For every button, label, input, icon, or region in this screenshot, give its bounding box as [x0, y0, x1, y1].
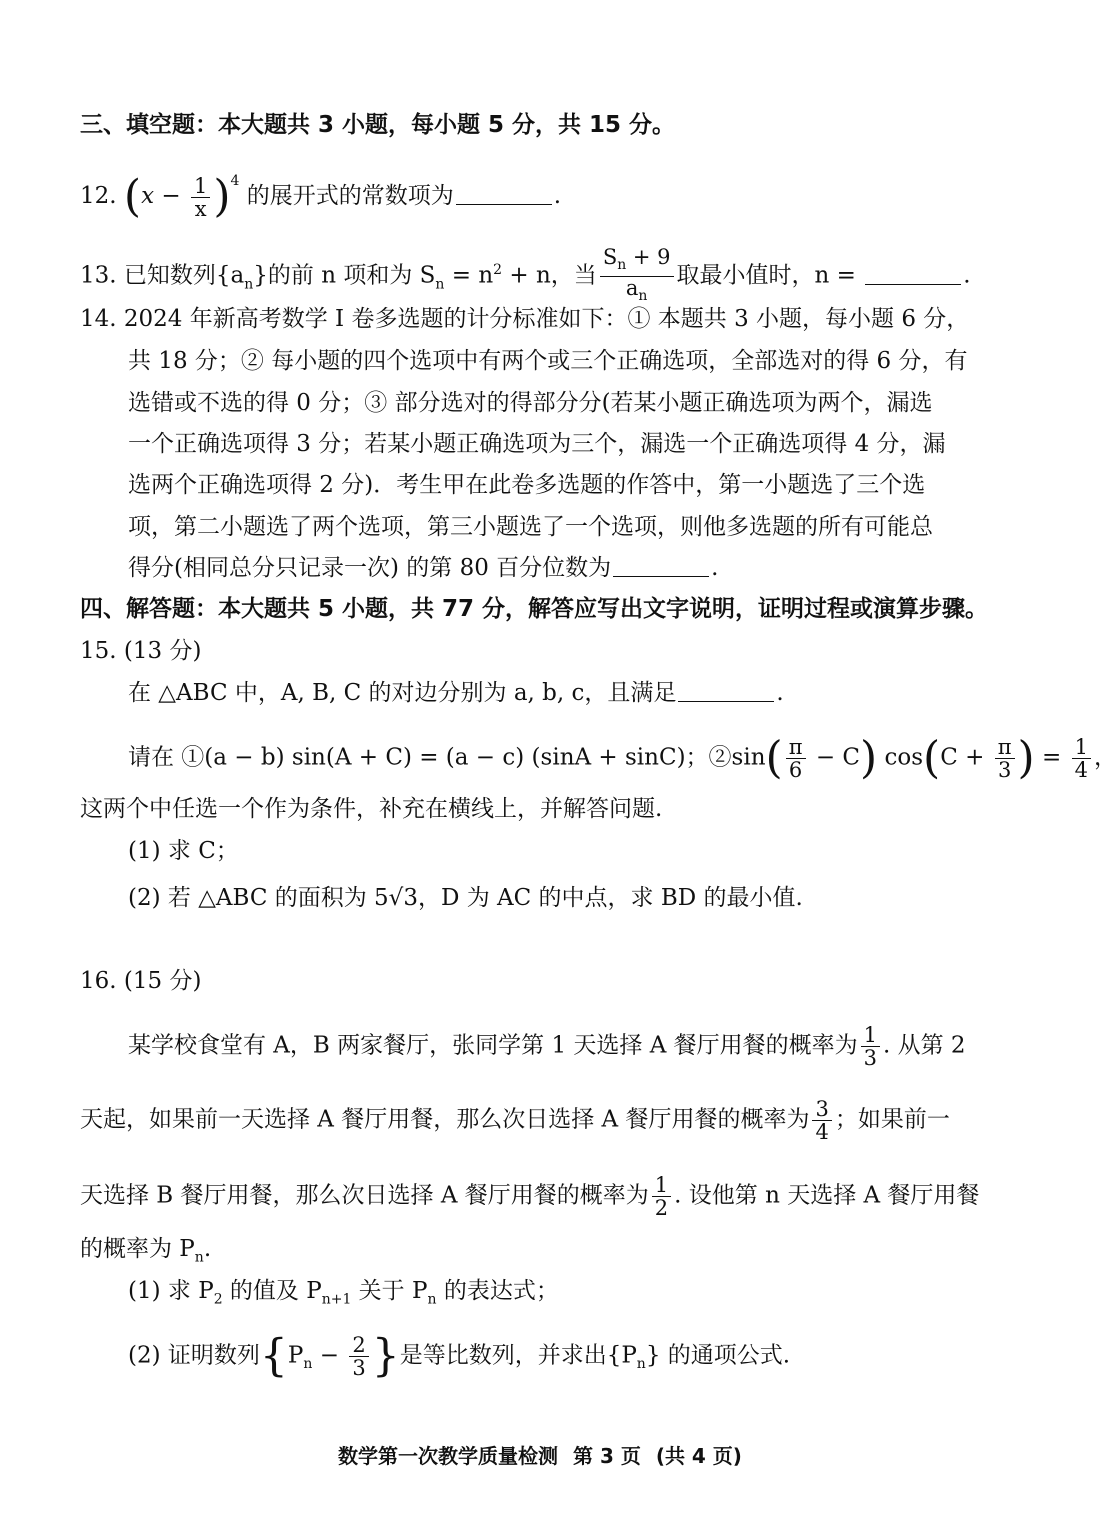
- q13-text3: = n: [444, 262, 494, 289]
- q13-text1-sub: n: [244, 276, 254, 293]
- q16-part1-a: (1) 求 P: [128, 1278, 214, 1304]
- q16-line-1: [128, 1024, 966, 1069]
- q16-line1-a: 某学校食堂有 A，B 两家餐厅，张同学第 1 天选择 A 餐厅用餐的概率为: [128, 1032, 858, 1059]
- q16-frac3-den: 2: [654, 1196, 669, 1220]
- section4-header: 四、解答题：本大题共 5 小题，共 77 分，解答应写出文字说明，证明过程或演算步骤。: [80, 596, 989, 622]
- q16-frac-1: [861, 1024, 880, 1069]
- q15-line2-d: C +: [940, 744, 985, 771]
- q14-last-line-text: 得分(相同总分只记录一次) 的第 80 百分位数为: [128, 555, 612, 581]
- q16-part1-sub1: 2: [213, 1291, 223, 1308]
- q13-frac-den-sub: n: [638, 288, 648, 305]
- q16-part2-c: −: [312, 1342, 339, 1369]
- q13-text3-sup: 2: [493, 262, 503, 279]
- q15-line-3: 这两个中任选一个作为条件，补充在横线上，并解答问题.: [80, 796, 663, 822]
- q16-part2-sub: n: [303, 1356, 313, 1373]
- q14-line-7: [128, 553, 718, 583]
- q15-line2-end: ，: [1093, 744, 1117, 771]
- q12-end: .: [553, 183, 562, 209]
- q16-brace-open: {: [259, 1330, 288, 1382]
- q16-part2-frac: [349, 1334, 368, 1379]
- q15-frac3-den: 4: [1074, 758, 1088, 782]
- q16-part2-sub2: n: [636, 1356, 646, 1373]
- q12-fraction: [191, 175, 210, 220]
- q14-line-5: 选两个正确选项得 2 分)．考生甲在此卷多选题的作答中，第一小题选了三个选: [128, 472, 926, 498]
- question-13: [80, 246, 971, 307]
- q16-frac1-den: 3: [863, 1046, 877, 1070]
- q12-frac-den: x: [194, 196, 207, 221]
- q13-frac-den: a: [625, 276, 639, 301]
- q13-fraction: [600, 246, 674, 307]
- q16-part1-sub2: n+1: [321, 1291, 352, 1308]
- q15-line1-end: .: [776, 680, 784, 706]
- q16-line-2: [80, 1098, 950, 1143]
- q16-line2-a: 天起，如果前一天选择 A 餐厅用餐，那么次日选择 A 餐厅用餐的概率为: [80, 1106, 810, 1133]
- q16-line-3: [80, 1174, 979, 1219]
- q16-part2-d: 是等比数列，并求出{P: [399, 1342, 637, 1369]
- q15-line2-c: cos: [884, 744, 924, 771]
- q15-paren-1-close: ): [860, 732, 878, 784]
- q15-paren-1-open: (: [765, 732, 783, 784]
- q14-line-1: 14. 2024 年新高考数学 Ⅰ 卷多选题的计分标准如下：① 本题共 3 小题，每小题 6 分，: [80, 306, 970, 332]
- q16-line3-b: . 设他第 n 天选择 A 餐厅用餐: [674, 1182, 980, 1209]
- q15-frac1-num: π: [786, 736, 806, 759]
- q15-frac-2: [995, 736, 1015, 781]
- q16-frac2-num: 3: [812, 1098, 831, 1121]
- footer-title: 数学第一次教学质量检测: [338, 1444, 559, 1468]
- q15-line2-a: 请在 ①(a − b) sin(A + C) = (a − c) (sinA + sinC)；②sin: [128, 744, 766, 771]
- q12-text: 的展开式的常数项为: [246, 183, 454, 209]
- footer-page-number: 第 3 页: [573, 1444, 641, 1468]
- question-12: [80, 166, 561, 220]
- q13-number: 13.: [80, 262, 117, 289]
- q15-part-2: (2) 若 △ABC 的面积为 5√3，D 为 AC 的中点，求 BD 的最小值.: [128, 885, 803, 911]
- q13-frac-num-tail: + 9: [626, 245, 671, 269]
- q16-part1-c: 关于 P: [351, 1278, 428, 1304]
- q12-frac-num: 1: [191, 175, 210, 198]
- q13-text4: + n，当: [502, 262, 597, 289]
- q16-line3-a: 天选择 B 餐厅用餐，那么次日选择 A 餐厅用餐的概率为: [80, 1182, 649, 1209]
- q16-part2-b: P: [287, 1342, 304, 1369]
- q14-line-3: 选错或不选的得 0 分；③ 部分选对的得部分分(若某小题正确选项为两个，漏选: [128, 390, 933, 416]
- q16-line-4: [80, 1234, 211, 1273]
- q12-minus: −: [161, 183, 181, 209]
- q16-brace-close: }: [371, 1330, 400, 1382]
- q15-title: 15. (13 分): [80, 638, 202, 664]
- q13-frac-num: S: [602, 245, 618, 269]
- q12-left-paren: (: [123, 171, 142, 222]
- q16-part2-frac-den: 3: [352, 1356, 366, 1380]
- q14-line-2: 共 18 分；② 每小题的四个选项中有两个或三个正确选项，全部选对的得 6 分，有: [128, 348, 968, 374]
- q15-frac-1: [786, 736, 806, 781]
- q16-line2-b: ；如果前一: [834, 1106, 950, 1133]
- q15-frac1-den: 6: [788, 758, 803, 782]
- q12-x: x: [141, 183, 155, 209]
- q16-part-1: [128, 1276, 559, 1315]
- q16-line4-sub: n: [194, 1249, 204, 1266]
- q16-frac1-num: 1: [861, 1024, 880, 1047]
- q13-frac-num-sub: n: [617, 257, 627, 274]
- q15-part-1: (1) 求 C；: [128, 838, 239, 864]
- q15-paren-2-close: ): [1017, 732, 1035, 784]
- q16-line4-b: .: [203, 1236, 212, 1262]
- q16-part1-d: 的表达式；: [436, 1278, 559, 1304]
- q16-frac-2: [812, 1098, 831, 1143]
- q14-answer-blank[interactable]: [613, 554, 709, 577]
- q12-exponent: 4: [230, 173, 240, 189]
- q15-line-1: [128, 678, 784, 708]
- q16-part2-e: } 的通项公式.: [645, 1342, 791, 1369]
- q15-line2-e: =: [1042, 744, 1062, 771]
- q15-line1-text: 在 △ABC 中，A, B, C 的对边分别为 a, b, c，且满足: [128, 680, 677, 706]
- q16-frac-3: [652, 1174, 671, 1219]
- q16-line1-b: . 从第 2: [883, 1032, 966, 1059]
- footer-total-pages: (共 4 页): [655, 1444, 742, 1468]
- q15-condition-blank[interactable]: [678, 679, 774, 702]
- q16-part2-a: (2) 证明数列: [128, 1342, 260, 1369]
- q16-title: 16. (15 分): [80, 968, 202, 994]
- q13-answer-blank[interactable]: [865, 262, 961, 285]
- q14-end: .: [711, 555, 719, 581]
- q15-paren-2-open: (: [923, 732, 941, 784]
- q13-text2-sub: n: [435, 276, 445, 293]
- q16-part1-b: 的值及 P: [222, 1278, 322, 1304]
- q15-line2-b: − C: [815, 744, 861, 771]
- q13-text2: }的前 n 项和为 S: [253, 262, 436, 289]
- q15-frac3-num: 1: [1072, 736, 1091, 759]
- q15-frac2-den: 3: [997, 758, 1012, 782]
- q16-frac2-den: 4: [815, 1120, 829, 1144]
- q16-frac3-num: 1: [652, 1174, 671, 1197]
- q15-line-2: [128, 732, 1117, 784]
- q14-line-6: 项，第二小题选了两个选项，第三小题选了一个选项，则他多选题的所有可能总: [128, 514, 933, 540]
- q16-part2-frac-num: 2: [349, 1334, 368, 1357]
- q12-answer-blank[interactable]: [456, 182, 552, 205]
- q16-part-2: [128, 1330, 791, 1382]
- section3-header: 三、填空题：本大题共 3 小题，每小题 5 分，共 15 分。: [80, 112, 676, 138]
- q14-line-4: 一个正确选项得 3 分；若某小题正确选项为三个，漏选一个正确选项得 4 分，漏: [128, 431, 946, 457]
- q12-number: 12.: [80, 183, 117, 209]
- q16-part1-sub3: n: [427, 1291, 437, 1308]
- q15-frac-3: [1072, 736, 1091, 781]
- q13-text5: 取最小值时，n =: [676, 262, 856, 289]
- page-footer: [0, 1440, 1080, 1469]
- q13-text1: 已知数列{a: [123, 262, 245, 289]
- q15-frac2-num: π: [995, 736, 1015, 759]
- q16-line4-a: 的概率为 P: [80, 1236, 195, 1262]
- q12-right-paren: ): [213, 171, 231, 222]
- q13-end: .: [963, 262, 971, 289]
